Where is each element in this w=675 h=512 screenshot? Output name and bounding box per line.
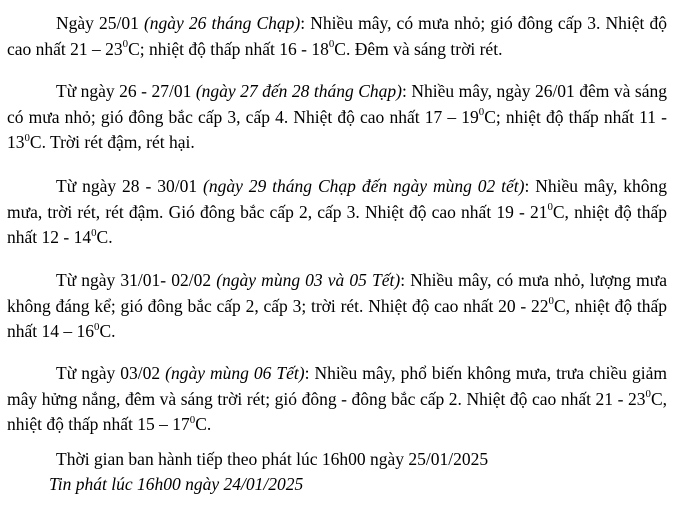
forecast-period: Từ ngày 31/01- 02/02 (56, 270, 212, 290)
degree-superscript: 0 (24, 131, 30, 144)
forecast-period: Từ ngày 03/02 (56, 363, 161, 383)
forecast-text: C. Trời rét đậm, rét hại. (29, 132, 195, 152)
forecast-text: C; nhiệt độ thấp nhất 11 - 13 (7, 106, 667, 152)
forecast-paragraph-3 (7, 174, 667, 251)
lunar-date: (ngày 29 tháng Chạp đến ngày mùng 02 tết) (203, 176, 525, 196)
forecast-paragraph-1 (7, 11, 667, 62)
forecast-text: C, nhiệt độ thấp nhất 15 – 17 (7, 388, 667, 434)
issued-time: Tin phát lúc 16h00 ngày 24/01/2025 (49, 474, 304, 494)
degree-superscript: 0 (645, 388, 651, 401)
lunar-date: (ngày 26 tháng Chạp) (143, 13, 301, 33)
degree-superscript: 0 (328, 38, 335, 51)
forecast-text: : Nhiều mây, ngày 26/01 đêm và sáng có mưa nhỏ; gió đông bắc cấp 3, cấp 4. Nhiệt độ cao nhất 17 – 19 (7, 81, 667, 127)
lunar-date: (ngày 27 đến 28 tháng Chạp) (195, 81, 402, 101)
degree-superscript: 0 (94, 320, 100, 333)
forecast-text: C, nhiệt độ thấp nhất 14 – 16 (7, 295, 668, 341)
forecast-text: C. (99, 321, 116, 341)
next-issue-note: Thời gian ban hành tiếp theo phát lúc 16h00 ngày 25/01/2025 (56, 449, 489, 469)
lunar-date: (ngày mùng 06 Tết) (165, 363, 305, 383)
degree-superscript: 0 (189, 413, 196, 426)
degree-superscript: 0 (122, 38, 129, 51)
degree-superscript: 0 (547, 201, 553, 214)
degree-superscript: 0 (478, 106, 485, 119)
forecast-text: C. (195, 414, 212, 434)
forecast-text: : Nhiều mây, không mưa, trời rét, rét đậm. Gió đông bắc cấp 2, cấp 3. Nhiệt độ cao nhất 19 - 21 (7, 176, 668, 222)
forecast-text: C. Đêm và sáng trời rét. (334, 38, 503, 59)
forecast-text: C. (96, 227, 113, 247)
forecast-paragraph-4 (7, 268, 667, 345)
forecast-period: Từ ngày 26 - 27/01 (56, 81, 192, 101)
forecast-period: Từ ngày 28 - 30/01 (56, 176, 198, 196)
forecast-paragraph-2 (7, 79, 667, 156)
forecast-text: : Nhiều mây, có mưa nhỏ; gió đông cấp 3. Nhiệt độ cao nhất 21 – 23 (7, 13, 667, 59)
forecast-text: : Nhiều mây, có mưa nhỏ, lượng mưa không đáng kể; gió đông bắc cấp 2, cấp 3; trời rét. Nhiệt độ cao nhất 20 - 22 (7, 270, 667, 316)
forecast-text: : Nhiều mây, phổ biến không mưa, trưa chiều giảm mây hửng nắng, đêm và sáng trời rét; gió đông - đông bắc cấp 2. Nhiệt độ cao nhất 21 - 23 (7, 363, 667, 409)
lunar-date: (ngày mùng 03 và 05 Tết) (216, 270, 401, 290)
forecast-paragraph-5 (7, 361, 667, 438)
degree-superscript: 0 (91, 226, 97, 239)
degree-superscript: 0 (548, 295, 554, 308)
forecast-text: C, nhiệt độ thấp nhất 12 - 14 (7, 201, 667, 247)
forecast-text: C; nhiệt độ thấp nhất 16 - 18 (128, 38, 329, 59)
forecast-period: Ngày 25/01 (56, 13, 139, 33)
